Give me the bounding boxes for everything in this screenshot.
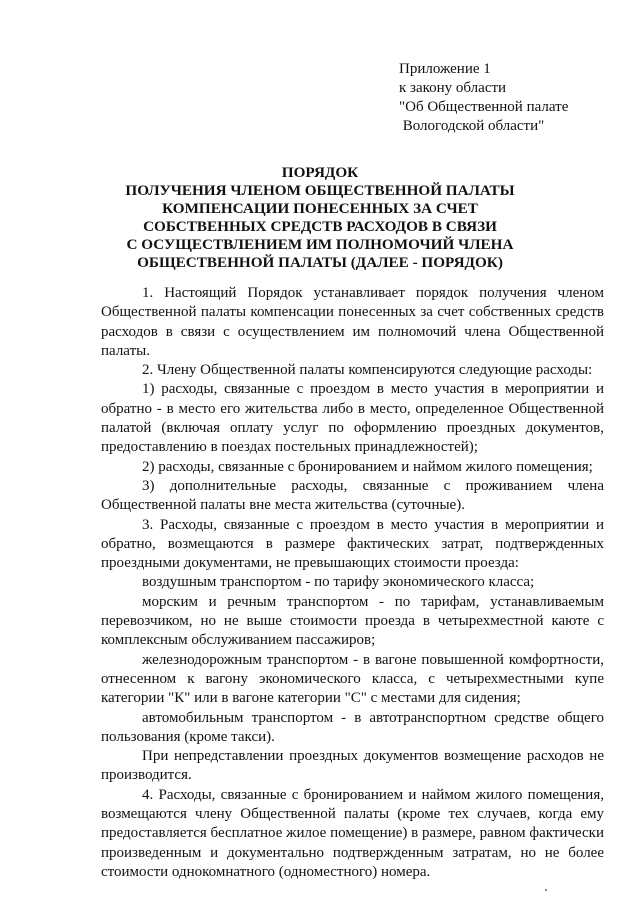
paragraph: 3) дополнительные расходы, связанные с проживанием члена Общественной палаты вне места жительства (суточные). <box>101 477 604 514</box>
appendix-note <box>399 60 619 136</box>
paragraph: 4. Расходы, связанные с бронированием и наймом жилого помещения, возмещаются члену Общественной палаты (кроме тех случаев, когда ему предоставляется бесплатное жилое помещение) в размере, равном фактически произведенным и документально подтвержденным затратам, но не более стоимости однокомнатного (одноместного) номера. <box>101 786 604 880</box>
appendix-line: Приложение 1 <box>399 61 491 77</box>
paragraph: воздушным транспортом - по тарифу экономического класса; <box>142 574 535 591</box>
appendix-line: к закону области <box>399 80 507 96</box>
paragraph: 2. Члену Общественной палаты компенсируются следующие расходы: <box>142 362 593 379</box>
title-line: КОМПЕНСАЦИИ ПОНЕСЕННЫХ ЗА СЧЕТ <box>162 200 478 217</box>
title-line: ПОЛУЧЕНИЯ ЧЛЕНОМ ОБЩЕСТВЕННОЙ ПАЛАТЫ <box>125 182 515 199</box>
document-title <box>100 164 540 272</box>
appendix-line: "Об Общественной палате <box>399 99 569 115</box>
paragraph: 2) расходы, связанные с бронированием и наймом жилого помещения; <box>142 458 593 475</box>
title-line: СОБСТВЕННЫХ СРЕДСТВ РАСХОДОВ В СВЯЗИ <box>143 218 497 235</box>
title-line: ПОРЯДОК <box>281 164 359 181</box>
paragraph: 1) расходы, связанные с проездом в место участия в мероприятии и обратно - в место его жительства либо в место, определенное Общественной палатой (включая оплату услуг по оформлению проездных документов, предоставлению в поездах постельных принадлежностей); <box>101 381 604 456</box>
paragraph: автомобильным транспортом - в автотранспортном средстве общего пользования (кроме такси). <box>101 709 604 745</box>
paragraph: 1. Настоящий Порядок устанавливает порядок получения членом Общественной палаты компенсации понесенных за счет собственных средств расходов в связи с осуществлением им полномочий члена Общественной палаты. <box>101 285 604 359</box>
scan-speck <box>545 889 547 891</box>
title-line: ОБЩЕСТВЕННОЙ ПАЛАТЫ (ДАЛЕЕ - ПОРЯДОК) <box>137 254 503 271</box>
paragraph: 3. Расходы, связанные с проездом в место участия в мероприятии и обратно, возмещаются в размере фактических затрат, подтвержденных проездными документами, не превышающих стоимости проезда: <box>101 516 604 572</box>
appendix-line: Вологодской области" <box>399 118 545 134</box>
paragraph: железнодорожным транспортом - в вагоне повышенной комфортности, отнесенном к вагону экономического класса, с четырехместными купе категории "К" или в вагоне категории "С" с местами для сидения; <box>101 651 604 707</box>
paragraph: морским и речным транспортом - по тарифам, устанавливаемым перевозчиком, но не выше стоимости проезда в четырехместной каюте с комплексным обслуживанием пассажиров; <box>101 593 604 649</box>
title-line: С ОСУЩЕСТВЛЕНИЕМ ИМ ПОЛНОМОЧИЙ ЧЛЕНА <box>126 236 514 253</box>
document-body <box>101 284 604 882</box>
paragraph: При непредставлении проездных документов возмещение расходов не производится. <box>101 748 604 784</box>
